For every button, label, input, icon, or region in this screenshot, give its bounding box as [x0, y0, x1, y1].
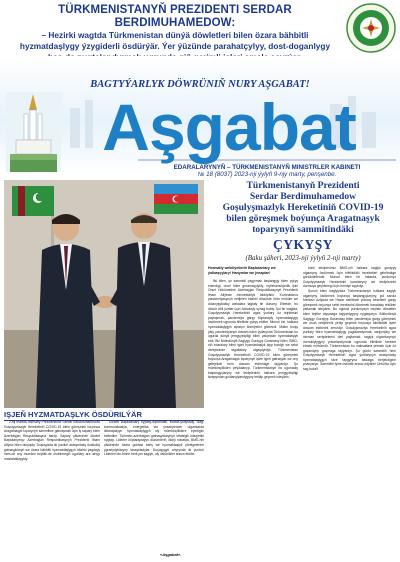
article-headline — [208, 180, 398, 253]
headline-main: ÇYKYŞY — [272, 237, 333, 253]
story-paragraph: Döwlet Baştutanlary syýasy-diplomatik, söwda-ykdysady, ulag-kommunikasiýa, energetika we ynsanperwer ulgamlarda ikitaraplaýyn hyzmatdaşlygyň uly mümkinçiliklere eýedigini bellediler. Türkmen-azerbaýjan gatnaşyklarynyň strategik häsiýetini nygtap, Liderler köptaraplaýyn düzümleriň, ilkinji nobatda, BMG-niň çäklerinde özara goldaw beriş we hyzmatdaşlyk ýörelgelerine ygrarlydyklaryny tassykladylar. Duşuşygyň ahyrynda iki ýurduň Liderleri biri-birine berk jan saglyk, uly üstünlikler arzuw etdiler. — [104, 420, 204, 457]
front-page-photo — [4, 180, 204, 408]
monument-illustration — [6, 92, 61, 172]
newspaper-name: Aşgabat — [102, 90, 356, 164]
article-lead: Hormatly wekiliýetleriň Baştutanlary we ýolbaşçylary! Hanymlar we jenaplar! — [208, 266, 276, 275]
front-page-slogan — [4, 4, 346, 62]
article-paragraph: biziň tekliplerimiz BMG-niň halkara saglyk goraýyş ulgamyny ösdürmek üçin bilelikdäki hereketleri giňeltmäge gönükdirilendir. Munuň bilen bir hatarda, ýurdumyz Goşulyşmazlyk Hereketiniň kararlaryny we teklipleriniň durmuşa geçirilmegi üçin hemişe açykdyr. — [303, 266, 396, 289]
publisher-line: EDARALARYNYŇ – TÜRKMENISTANYŇ MINISTRLER KABINETI — [173, 164, 361, 171]
slogan-line-3: hyzmatdaşlygy ýzygiderli ösdürýär. Ýer ýüzünde parahatçylyy, dost-doganlygy — [19, 40, 331, 51]
emblem-icon — [346, 3, 396, 53]
article-paragraph: Şunuň bilen baglylykda Türkmenistanyň halkara saglyk ulgamyny ösdürmek boýunça başlangyçlaryny, şol sanda Merkezi Aziýada we Hazar sebitinde ýokanç kesellere garşy göreşmek boýunça sebit merkezini döretmek baradaky teklibini ýatlamak isleýärin. Bu ugurda ýurdumyzyň beýleki döwletler bilen tejribe alyşmaga taýýardygyny nygtaýaryn. Bütindünýä Saglygy Goraýyş Guramasy bilen pandemiýa garşy göreşmek we onuň netijelerini ýeňip geçmek boýunça bilelikdäki işleri dowam etdirmek zerurdyr. Goşulyşmazlyk Hereketiniň agza ýurtlary bilen hyzmatdaşlygy pugtalandyrmak, sanjymlary we derman serişdelerini deň paýlamak, saglyk ulgamlarynyň durnuklylygyny ýokarlandyrmak ugrunda bilelikde hereket etmek möhümdir. Türkmenistan bu maksatlara ýetmek üçin öz goşandyny goşmaga taýýardyr. Şu günki sammitiň hem Goşulyşmazlyk Hereketiniň agza ýurtlarynyň arasyndaky hyzmatdaşlygyň täze tapgyryna badalga berjekdigine ynanýaryn. Sammitiň işine üstünlik arzuw edýärin! Ünsüňiz üçin sag boluň! — [303, 288, 396, 372]
story-column-2 — [104, 420, 204, 557]
story-paragraph: 2-nji martda hormatly Prezidentimiz Serdar Berdimuhamedow Goşulyşmazlyk Hereketiniň COVID-19 bilen göreşmek boýunça Aragatnaşyk toparynyň sammitine gatnaşmak üçin iş sapary bilen Azerbaýjan Respublikasyna bardy. Sapary çäklerinde döwlet Baştutanymyz Azerbaýjan Respublikasynyň Prezidenti Ilham Aliýew bilen duşuşdy. Duşuşykda iki ýurduň arasyndaky dostlukly gatnaşyklaryň we özara bähbitli hyzmatdaşlygyň häzirki ýagdaýy hem-de ony mundan beýläk-de ösdürmegiň ugurlary ara alnyp maslahatlaşyldy. — [4, 420, 100, 461]
photo-caption: IŞJEŇ HYZMATDAŞLYK ÖSDÜRILÝÄR — [4, 410, 204, 421]
headline-line-5: toparynyň sammitindäki — [252, 224, 354, 236]
issue-line: № 18 (8037) 2023-nji ýylyň 9-njy marty, penşenbe. — [197, 171, 337, 178]
story-signoff: «Aşgabat». — [160, 552, 182, 557]
headline-line-3: Goşulyşmazlyk Hereketiniň COVID-19 — [222, 202, 384, 214]
article-paragraph: Ilki bilen, şu sammidi çagyrmak başlangyjy bilen çykyş edendigi, onuň bilen guramaçylykly, myhmansöýerlik işini Onuň Hökümetine Azerbaýjan Respublikasynyň Prezidenti Ilham Aliýewe minnetdarlyk bildirýärin. Koronawirus pandemiýasynyň netijeleri häzirki döwürde örän möhüm we dolanyşykdaky wakalara tagtaly bir durumy. Elbetde, bu döwür ähli ýurtlar üçin özboluşly synag boldy. Şol bir wagtda, Goşulyşmazlyk Hereketiniň agza ýurtlary öz tejribesini paýlaşmak, pandemiýa garşy köptaraply hyzmatdaşlygy ösdürmek ugrunda bilelikde çykyş etdiler. Munuň özi, halkara hyzmatdaşlygyň aýratyn ähmiýetini görkezdi. Mälim bolşy ýaly, pandemiýanyň dowam eden ýyllarynda Türkmenistan bu ugurda dünýä jemgyýetçiligi bilen ýakyndan hyzmatdaşlyk etdi. Biz Bütindünýä Saglygy Goraýyş Guramasy bilen, BMG-niň edaralary bilen işjeň hyzmatdaşlyk alyp bardyk we sebit derejesinde tagallalary utgaşdyrdyk. Türkmenistan Goşulyşmazlyk Hereketiniň COVID-19 bilen göreşmek boýunça Aragatnaşyk toparynyň işine işjeň gatnaşýar we ony gelejekde hem dowam etdirmäge taýýardyr. Şu mümkinçilikden peýdalanyp, Türkmenistanyň bu ugurdaky başlangyçlaryny we teklipleriniň halkara jemgyýetçiligi tarapyndan goldanylýandygyny belläp geçmek isleýärin. — [208, 279, 298, 380]
article-column-middle — [208, 279, 298, 557]
slogan-line-1: TÜRKMENISTANYŇ PREZIDENTI SERDAR BERDIMUHAMEDOW: — [58, 4, 292, 30]
headline-line-1: Türkmenistanyň Prezidenti — [246, 180, 360, 191]
headline-line-4: bilen göreşmek boýunça Aragatnaşyk — [226, 213, 380, 225]
headline-line-2: Serdar Berdimuhamedow — [249, 191, 357, 203]
article-column-right — [303, 266, 396, 557]
motto: BAGTYÝARLYK DÖWRÜNIŇ NURY AŞGABAT! — [90, 79, 310, 90]
azerbaijan-flag — [154, 184, 198, 214]
article-dateline: (Baku şäheri, 2023-nji ýylyň 2-nji marty) — [245, 254, 361, 262]
slogan-line-2: – Hezirki wagtda Türkmenistan dünýä döwletleri bilen özara bähbitli — [41, 30, 309, 41]
story-column-1 — [4, 420, 100, 557]
